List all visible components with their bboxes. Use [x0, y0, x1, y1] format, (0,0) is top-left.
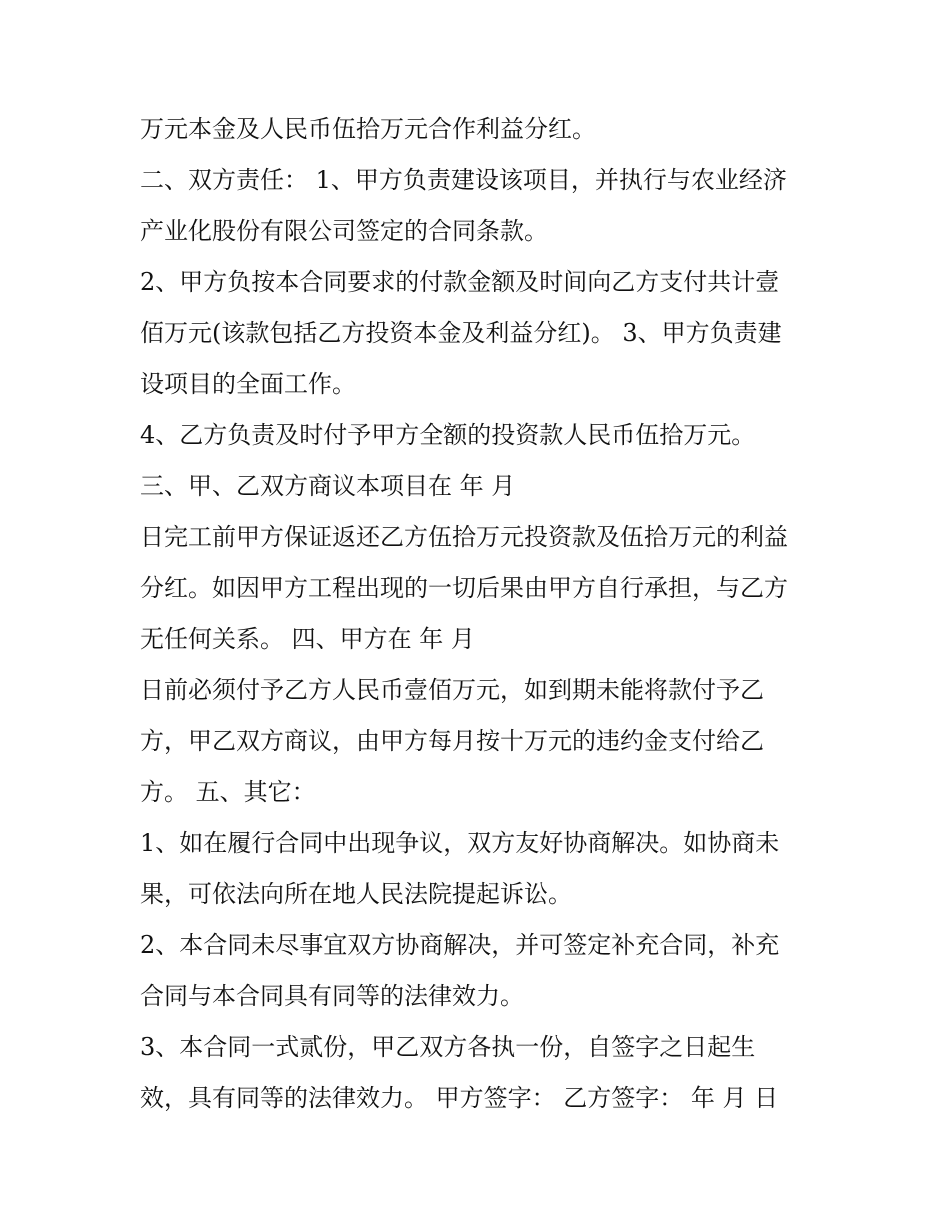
text-line: 设项目的全面工作。 [140, 370, 356, 398]
text-line: 2、本合同未尽事宜双方协商解决，并可签定补充合同，补充 [140, 931, 780, 959]
text-line: 1、如在履行合同中出现争议，双方友好协商解决。如协商未 [140, 829, 780, 857]
text-line: 分红。如因甲方工程出现的一切后果由甲方自行承担，与乙方 [140, 574, 788, 602]
text-line: 三、甲、乙双方商议本项目在 年 月 [140, 472, 516, 500]
text-line: 3、本合同一式贰份，甲乙双方各执一份，自签字之日起生 [140, 1033, 756, 1061]
document-body [140, 104, 840, 1124]
text-line: 合同与本合同具有同等的法律效力。 [140, 982, 524, 1010]
text-line: 万元本金及人民币伍拾万元合作利益分红。 [140, 115, 596, 143]
text-line: 无任何关系。 四、甲方在 年 月 [140, 625, 475, 653]
text-line: 产业化股份有限公司签定的合同条款。 [140, 217, 548, 245]
text-line: 效，具有同等的法律效力。 甲方签字： 乙方签字： 年 月 日 [140, 1084, 779, 1112]
text-line: 佰万元(该款包括乙方投资本金及利益分红)。 3、甲方负责建 [140, 319, 782, 347]
text-line: 4、乙方负责及时付予甲方全额的投资款人民币伍拾万元。 [140, 421, 756, 449]
text-line: 方。 五、其它： [140, 778, 316, 806]
text-line: 日完工前甲方保证返还乙方伍拾万元投资款及伍拾万元的利益 [140, 523, 788, 551]
text-line: 日前必须付予乙方人民币壹佰万元，如到期未能将款付予乙 [140, 676, 764, 704]
text-line: 方，甲乙双方商议，由甲方每月按十万元的违约金支付给乙 [140, 727, 764, 755]
text-line: 2、甲方负按本合同要求的付款金额及时间向乙方支付共计壹 [140, 268, 780, 296]
text-line: 果，可依法向所在地人民法院提起诉讼。 [140, 880, 572, 908]
text-line: 二、双方责任： 1、甲方负责建设该项目，并执行与农业经济 [140, 166, 787, 194]
